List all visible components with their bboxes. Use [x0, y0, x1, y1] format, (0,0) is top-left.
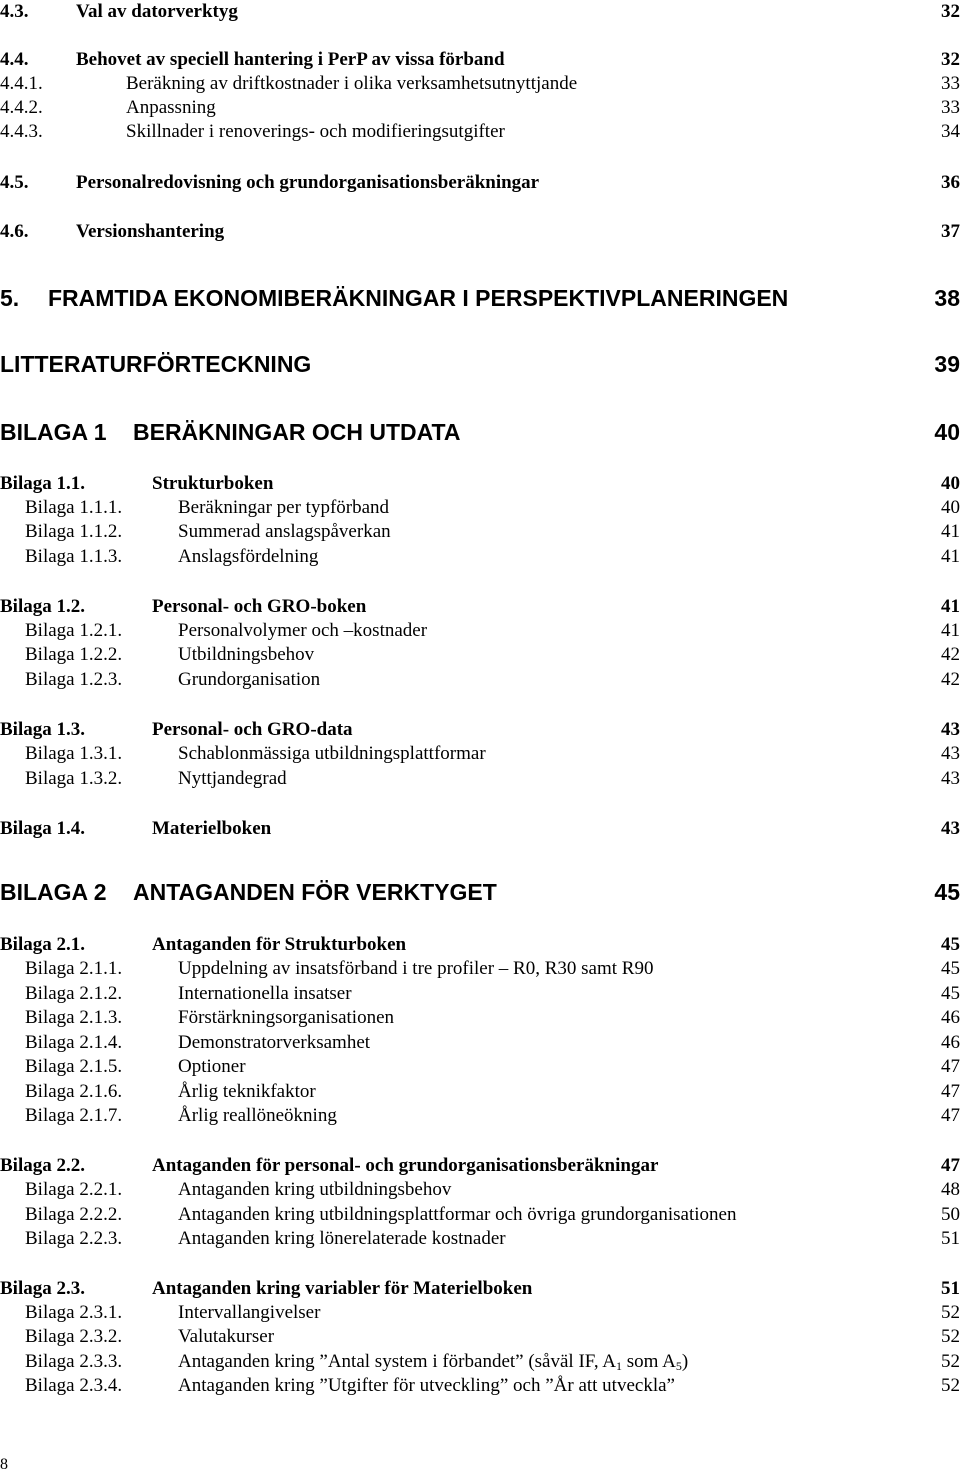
- toc-entry-title: Internationella insatser: [178, 983, 352, 1004]
- toc-entry-page: 40: [941, 473, 960, 494]
- toc-entry-number: Bilaga 2.1.7.: [25, 1105, 123, 1126]
- toc-entry-number: 4.5.: [0, 172, 29, 193]
- toc-entry-page: 33: [941, 97, 960, 118]
- toc-entry-title: Antaganden för Strukturboken: [152, 934, 407, 955]
- toc-entry-page: 46: [941, 1007, 960, 1028]
- toc-entry-title: LITTERATURFÖRTECKNING: [0, 351, 312, 377]
- page-number: 8: [0, 1456, 8, 1473]
- toc-entry-number: Bilaga 1.3.1.: [25, 743, 123, 764]
- toc-entry-number: Bilaga 2.2.3.: [25, 1228, 123, 1249]
- toc-entry-page: 45: [934, 879, 960, 905]
- toc-entry-number: Bilaga 2.3.4.: [25, 1375, 123, 1396]
- toc-entry-number: BILAGA 2: [0, 879, 107, 905]
- toc-entry-number: 4.4.: [0, 49, 29, 70]
- toc-entry-title: Antaganden kring variabler för Materielboken: [152, 1278, 533, 1299]
- toc-entry-title: Utbildningsbehov: [178, 644, 315, 665]
- toc-entry-number: Bilaga 2.3.1.: [25, 1302, 123, 1323]
- toc-entry-page: 37: [941, 221, 960, 242]
- toc-entry-number: Bilaga 1.3.2.: [25, 768, 123, 789]
- toc-entry-number: Bilaga 2.1.3.: [25, 1007, 123, 1028]
- toc-entry-number: Bilaga 1.1.1.: [25, 497, 123, 518]
- toc-entry-number: Bilaga 1.3.: [0, 719, 85, 740]
- toc-entry-page: 45: [941, 958, 960, 979]
- toc-entry-page: 43: [941, 768, 960, 789]
- toc-entry-page: 51: [941, 1228, 960, 1249]
- toc-entry-page: 52: [941, 1326, 960, 1347]
- toc-entry-number: Bilaga 1.1.3.: [25, 546, 123, 567]
- toc-entry-title: Anslagsfördelning: [178, 546, 319, 567]
- toc-entry-title: Grundorganisation: [178, 669, 321, 690]
- toc-entry-number: 5.: [0, 285, 20, 311]
- toc-entry-page: 33: [941, 73, 960, 94]
- toc-entry-page: 39: [934, 351, 960, 377]
- toc-entry-number: Bilaga 2.2.1.: [25, 1179, 123, 1200]
- toc-entry-title: Skillnader i renoverings- och modifieringsutgifter: [126, 121, 505, 142]
- toc-entry-page: 50: [941, 1204, 960, 1225]
- toc-entry-page: 47: [941, 1155, 960, 1176]
- toc-entry-title: Intervallangivelser: [178, 1302, 321, 1323]
- toc-entry-page: 42: [941, 669, 960, 690]
- toc-entry-title: Versionshantering: [76, 221, 225, 242]
- toc-entry-title: Personalvolymer och –kostnader: [178, 620, 428, 641]
- toc-entry-number: Bilaga 1.2.1.: [25, 620, 123, 641]
- toc-entry-number: Bilaga 1.1.: [0, 473, 85, 494]
- toc-entry-page: 46: [941, 1032, 960, 1053]
- toc-entry-page: 41: [941, 596, 960, 617]
- toc-entry-title: Antaganden kring ”Antal system i förbandet” (såväl IF, $A_1$ som $A_5$): [178, 1351, 689, 1373]
- toc-entry-page: 40: [934, 419, 960, 445]
- toc-entry-number: Bilaga 2.1.2.: [25, 983, 123, 1004]
- toc-entry-number: 4.4.2.: [0, 97, 43, 118]
- toc-entry-title: Demonstratorverksamhet: [178, 1032, 371, 1053]
- toc-entry-number: BILAGA 1: [0, 419, 107, 445]
- toc-entry-number: Bilaga 2.1.5.: [25, 1056, 123, 1077]
- toc-entry-number: Bilaga 2.3.: [0, 1278, 85, 1299]
- toc-entry-page: 52: [941, 1351, 960, 1372]
- toc-entry-page: 45: [941, 934, 960, 955]
- toc-entry-page: 45: [941, 983, 960, 1004]
- toc-entry-title: Summerad anslagspåverkan: [178, 521, 391, 542]
- toc-entry-title: ANTAGANDEN FÖR VERKTYGET: [133, 879, 497, 905]
- toc-entry-title: Personal- och GRO-boken: [152, 596, 367, 617]
- toc-entry-page: 52: [941, 1302, 960, 1323]
- toc-entry-title: Optioner: [178, 1056, 246, 1077]
- toc-entry-page: 47: [941, 1056, 960, 1077]
- toc-entry-title: Beräkningar per typförband: [178, 497, 390, 518]
- toc-entry-number: Bilaga 2.1.6.: [25, 1081, 123, 1102]
- toc-entry-title: Materielboken: [152, 818, 272, 839]
- toc-entry-title: Val av datorverktyg: [76, 1, 238, 22]
- toc-entry-title: Årlig teknikfaktor: [178, 1081, 316, 1102]
- toc-entry-title: Antaganden kring lönerelaterade kostnader: [178, 1228, 506, 1249]
- toc-entry-page: 43: [941, 719, 960, 740]
- toc-entry-page: 42: [941, 644, 960, 665]
- toc-entry-page: 52: [941, 1375, 960, 1396]
- toc-entry-number: Bilaga 2.1.: [0, 934, 85, 955]
- toc-entry-title: Strukturboken: [152, 473, 274, 494]
- toc-entry-page: 34: [941, 121, 960, 142]
- toc-entry-page: 43: [941, 743, 960, 764]
- toc-entry-page: 41: [941, 521, 960, 542]
- toc-entry-title: FRAMTIDA EKONOMIBERÄKNINGAR I PERSPEKTIVPLANERINGEN: [48, 285, 789, 311]
- toc-entry-page: 43: [941, 818, 960, 839]
- toc-entry-title: BERÄKNINGAR OCH UTDATA: [133, 419, 461, 445]
- toc-entry-number: Bilaga 2.2.: [0, 1155, 85, 1176]
- toc-entry-page: 48: [941, 1179, 960, 1200]
- toc-entry-title: Antaganden för personal- och grundorganisationsberäkningar: [152, 1155, 659, 1176]
- toc-entry-number: 4.6.: [0, 221, 29, 242]
- toc-entry-number: Bilaga 2.3.2.: [25, 1326, 123, 1347]
- toc-entry-number: Bilaga 1.2.3.: [25, 669, 123, 690]
- toc-entry-number: Bilaga 2.1.1.: [25, 958, 123, 979]
- toc-entry-number: Bilaga 1.4.: [0, 818, 85, 839]
- toc-entry-title: Personal- och GRO-data: [152, 719, 353, 740]
- toc-entry-number: 4.3.: [0, 1, 29, 22]
- toc-entry-number: Bilaga 1.2.2.: [25, 644, 123, 665]
- toc-entry-page: 41: [941, 546, 960, 567]
- toc-entry-page: 47: [941, 1081, 960, 1102]
- toc-entry-number: Bilaga 1.2.: [0, 596, 85, 617]
- toc-entry-number: Bilaga 2.1.4.: [25, 1032, 123, 1053]
- toc-entry-title: Schablonmässiga utbildningsplattformar: [178, 743, 486, 764]
- toc-entry-title: Behovet av speciell hantering i PerP av vissa förband: [76, 49, 505, 70]
- toc-entry-page: 40: [941, 497, 960, 518]
- toc-entry-title: Personalredovisning och grundorganisationsberäkningar: [76, 172, 540, 193]
- toc-entry-title: Valutakurser: [178, 1326, 275, 1347]
- toc-entry-title: Beräkning av driftkostnader i olika verksamhetsutnyttjande: [126, 73, 578, 94]
- toc-entry-title: Antaganden kring utbildningsplattformar och övriga grundorganisationen: [178, 1204, 737, 1225]
- toc-entry-title: Uppdelning av insatsförband i tre profiler – R0, R30 samt R90: [178, 958, 654, 979]
- toc-entry-page: 32: [941, 1, 960, 22]
- toc-entry-page: 32: [941, 49, 960, 70]
- toc-entry-page: 47: [941, 1105, 960, 1126]
- toc-entry-page: 41: [941, 620, 960, 641]
- toc-entry-number: 4.4.3.: [0, 121, 43, 142]
- toc-entry-title: Anpassning: [126, 97, 216, 118]
- toc-entry-page: 36: [941, 172, 960, 193]
- toc-entry-number: Bilaga 2.3.3.: [25, 1351, 123, 1372]
- toc-entry-page: 38: [934, 285, 960, 311]
- toc-entry-page: 51: [941, 1278, 960, 1299]
- toc-entry-title: Antaganden kring ”Utgifter för utveckling” och ”År att utveckla”: [178, 1375, 675, 1396]
- toc-entry-number: Bilaga 1.1.2.: [25, 521, 123, 542]
- toc-entry-number: Bilaga 2.2.2.: [25, 1204, 123, 1225]
- toc-entry-number: 4.4.1.: [0, 73, 43, 94]
- toc-entry-title: Nyttjandegrad: [178, 768, 287, 789]
- toc-entry-title: Förstärkningsorganisationen: [178, 1007, 395, 1028]
- toc-entry-title: Årlig reallöneökning: [178, 1105, 337, 1126]
- toc-entry-title: Antaganden kring utbildningsbehov: [178, 1179, 452, 1200]
